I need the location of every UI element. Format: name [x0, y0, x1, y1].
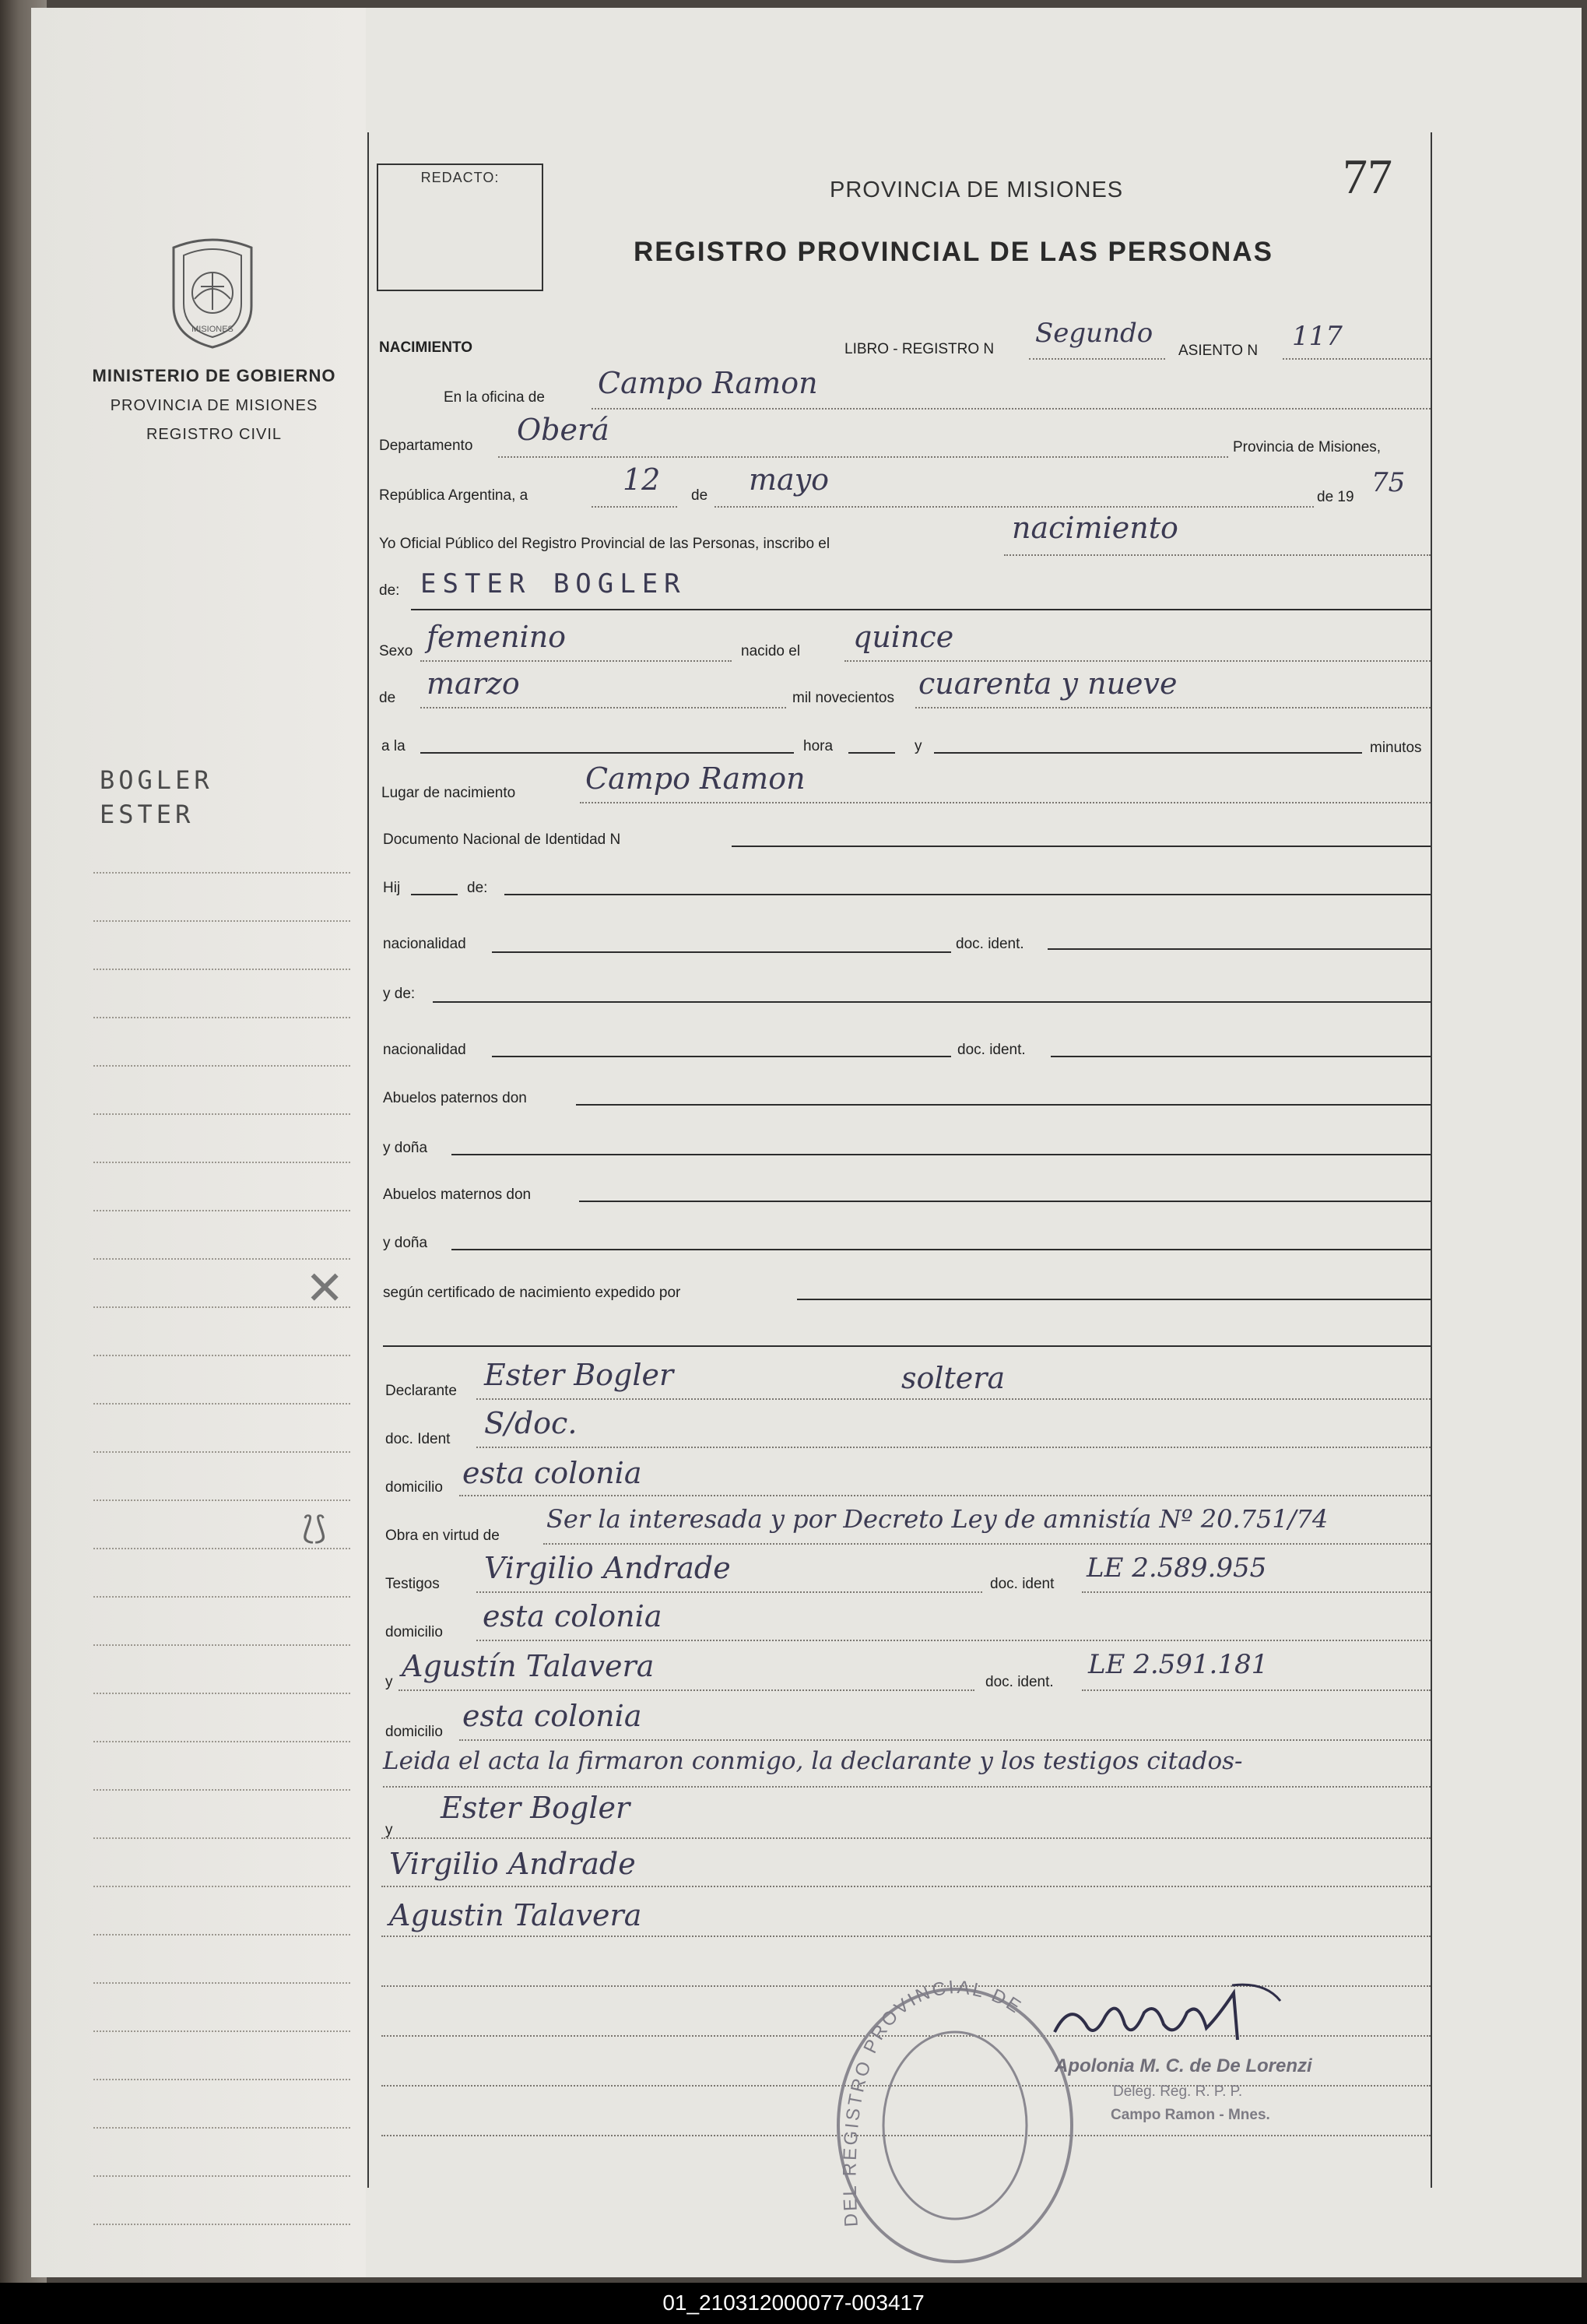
abuelos-paternos-line: [576, 1104, 1431, 1106]
abuelos-maternos-label: Abuelos maternos don: [383, 1187, 532, 1203]
republica-label: República Argentina, a: [379, 487, 528, 504]
domicilio2-value: esta colonia: [483, 1599, 662, 1633]
sig-line-3: [381, 1935, 1431, 1937]
sexo-line: [420, 660, 732, 662]
doc-ident2-line: [1051, 1056, 1431, 1057]
nacido-line: [844, 660, 1431, 662]
provincial-seal-icon: [162, 232, 263, 349]
padre-line: [504, 894, 1431, 895]
ministry-province: PROVINCIA DE MISIONES: [110, 397, 318, 414]
doc-ident3-label: doc. Ident: [385, 1431, 451, 1447]
day-value: 12: [623, 462, 661, 497]
segun-line-2: [383, 1345, 1431, 1347]
nacionalidad-line: [492, 951, 951, 953]
nacionalidad-label: nacionalidad: [383, 936, 466, 952]
lugar-line: [580, 802, 1431, 803]
departamento-label: Departamento: [379, 438, 473, 454]
domicilio3-line: [459, 1739, 1431, 1741]
form-left-border: [367, 132, 369, 2188]
y-label: y: [915, 738, 922, 754]
de-label: de: [691, 487, 708, 504]
libro-line: [1029, 358, 1165, 360]
hora-line: [848, 752, 895, 754]
testigo1-doc-line: [1082, 1591, 1431, 1593]
month-line: [715, 506, 1314, 508]
nacionalidad2-label: nacionalidad: [383, 1042, 466, 1058]
day-line: [592, 506, 677, 508]
doc-ident5-label: doc. ident.: [985, 1674, 1054, 1690]
birth-year-line: [915, 707, 1431, 708]
domicilio-value: esta colonia: [462, 1456, 642, 1490]
left-margin-rule: [93, 2079, 350, 2080]
redacto-label: REDACTO:: [420, 170, 500, 185]
y-dona2-label: y doña: [383, 1235, 428, 1251]
birth-month: marzo: [427, 666, 520, 701]
asiento-value: 117: [1292, 321, 1343, 352]
oficial-label: Yo Oficial Público del Registro Provincial de las Personas, inscribo el: [379, 536, 830, 552]
left-margin-rule: [93, 1210, 350, 1211]
testigo1-doc: LE 2.589.955: [1087, 1552, 1267, 1584]
dni-label: Documento Nacional de Identidad N: [383, 832, 621, 848]
left-margin-rule: [93, 1934, 350, 1935]
oficina-line: [592, 408, 1431, 410]
left-margin-rule: [93, 1548, 350, 1549]
month-value: mayo: [749, 462, 830, 497]
left-margin-rule: [93, 872, 350, 874]
left-margin-rule: [93, 1258, 350, 1260]
libro-value: Segundo: [1035, 318, 1153, 349]
left-margin-rule: [93, 920, 350, 922]
dni-line: [732, 846, 1431, 847]
departamento-line: [498, 456, 1228, 458]
registry-stamp: [827, 1970, 1083, 2266]
svg-text:DEL REGISTRO PROVINCIAL DE: DEL REGISTRO PROVINCIAL DE: [839, 1976, 1027, 2228]
testigo2-doc: LE 2.591.181: [1088, 1649, 1269, 1680]
nacionalidad2-line: [492, 1056, 951, 1057]
lugar-value: Campo Ramon: [585, 761, 806, 796]
left-margin-rule: [93, 2127, 350, 2129]
libro-label: LIBRO - REGISTRO N: [844, 341, 995, 357]
sig-declarante: Ester Bogler: [441, 1791, 630, 1825]
closing-line: [383, 1786, 1431, 1788]
margin-annotation: [100, 763, 213, 832]
year-value: 75: [1371, 467, 1406, 498]
doc-ident2-label: doc. ident.: [957, 1042, 1026, 1058]
obra-value: Ser la interesada y por Decreto Ley de amnistía Nº 20.751/74: [546, 1504, 1329, 1534]
official-name: Apolonia M. C. de De Lorenzi: [1055, 2055, 1312, 2076]
margin-surname: BOGLER: [100, 765, 213, 795]
testigos-label: Testigos: [385, 1576, 440, 1592]
declarante-value: Ester Bogler: [484, 1358, 674, 1392]
y-dona2-line: [451, 1249, 1431, 1250]
section-label: NACIMIENTO: [379, 339, 472, 356]
left-margin-rule: [93, 969, 350, 970]
page-number: 77: [1343, 149, 1392, 204]
oficial-value: nacimiento: [1012, 511, 1178, 545]
official-title: Deleg. Reg. R. P. P.: [1113, 2083, 1243, 2100]
person-name: ESTER BOGLER: [420, 568, 686, 599]
testigo1-name: Virgilio Andrade: [484, 1551, 731, 1585]
domicilio2-label: domicilio: [385, 1624, 443, 1640]
obra-label: Obra en virtud de: [385, 1528, 500, 1544]
ministry-block: [86, 366, 342, 444]
y3-label: y: [385, 1822, 393, 1838]
minutos-line: [934, 752, 1362, 754]
de2-label: de: [379, 690, 396, 706]
nacido-label: nacido el: [741, 643, 801, 659]
domicilio2-line: [476, 1640, 1431, 1641]
left-margin-rule: [93, 1017, 350, 1018]
left-margin-rule: [93, 2030, 350, 2032]
hora-label: hora: [803, 738, 834, 754]
left-margin-rule: [93, 1886, 350, 1887]
year-prefix: de 19: [1317, 489, 1354, 505]
redacto-box: [377, 163, 543, 291]
doc-ident3-value: S/doc.: [484, 1406, 578, 1440]
de3-label: de:: [467, 880, 488, 896]
hij-line: [411, 894, 458, 895]
birth-year-words: cuarenta y nueve: [918, 666, 1178, 701]
hij-label: Hij: [383, 880, 401, 896]
domicilio-label: domicilio: [385, 1479, 443, 1496]
file-id: 01_210312000077-003417: [662, 2291, 925, 2315]
sig-line-2: [381, 1886, 1431, 1887]
oficina-label: En la oficina de: [444, 389, 545, 406]
left-margin-rule: [93, 1355, 350, 1356]
person-name-line: [411, 609, 1431, 610]
declarante-label: Declarante: [385, 1383, 457, 1399]
birth-month-line: [420, 707, 786, 708]
y2-label: y: [385, 1674, 393, 1690]
doc-ident-line: [1048, 948, 1431, 950]
doc-ident-label: doc. ident.: [956, 936, 1024, 952]
testigo2-doc-line: [1082, 1689, 1431, 1691]
mil-label: mil novecientos: [792, 690, 894, 706]
segun-line: [797, 1299, 1431, 1300]
provincia-label: Provincia de Misiones,: [1233, 439, 1382, 455]
declarante-line: [476, 1398, 1431, 1400]
domicilio3-label: domicilio: [385, 1724, 443, 1740]
left-margin-rule: [93, 2175, 350, 2177]
ministry-title: MINISTERIO DE GOBIERNO: [92, 366, 336, 385]
left-margin-rule: [93, 1982, 350, 1984]
left-margin-rule: [93, 1451, 350, 1453]
sig-testigo2: Agustin Talavera: [389, 1898, 642, 1932]
margin-bracket-mark: ⟅⟆: [302, 1511, 327, 1545]
registry-title: REGISTRO PROVINCIAL DE LAS PERSONAS: [634, 237, 1273, 267]
left-margin-rule: [93, 1789, 350, 1791]
doc-ident4-label: doc. ident: [990, 1576, 1055, 1592]
ministry-registry: REGISTRO CIVIL: [146, 426, 283, 443]
left-margin-rule: [93, 1693, 350, 1694]
province-title: PROVINCIA DE MISIONES: [830, 178, 1124, 202]
lugar-label: Lugar de nacimiento: [381, 785, 516, 801]
margin-x-mark: ✕: [305, 1261, 345, 1316]
asiento-line: [1283, 358, 1431, 360]
a-la-label: a la: [381, 738, 406, 754]
footer-bar: [0, 2283, 1587, 2324]
left-margin-rule: [93, 1644, 350, 1646]
a-la-line: [420, 752, 794, 754]
segun-label: según certificado de nacimiento expedido por: [383, 1285, 681, 1301]
asiento-label: ASIENTO N: [1178, 343, 1259, 359]
testigo2-line: [399, 1689, 974, 1691]
sig-testigo1: Virgilio Andrade: [389, 1847, 636, 1881]
closing-text: Leida el acta la firmaron conmigo, la declarante y los testigos citados-: [383, 1747, 1243, 1775]
left-margin-rule: [93, 1403, 350, 1405]
left-margin-rule: [93, 1500, 350, 1501]
oficial-line: [1004, 554, 1431, 556]
testigo1-line: [476, 1591, 982, 1593]
left-margin-rule: [93, 1837, 350, 1839]
obra-line: [543, 1543, 1431, 1545]
y-de-label: y de:: [383, 986, 416, 1002]
domicilio-line: [459, 1495, 1431, 1496]
left-margin-rule: [93, 1162, 350, 1163]
svg-text:MISIONES: MISIONES: [191, 325, 233, 334]
madre-line: [433, 1001, 1431, 1003]
margin-given-name: ESTER: [100, 800, 195, 829]
left-margin-rule: [93, 2224, 350, 2225]
form-right-border: [1431, 132, 1432, 2188]
official-signature: [1047, 1970, 1304, 2055]
doc-ident3-line: [476, 1447, 1431, 1448]
domicilio3-value: esta colonia: [462, 1699, 642, 1733]
left-margin-rule: [93, 1113, 350, 1115]
sig-line-1: [381, 1837, 1431, 1839]
testigo2-name: Agustín Talavera: [402, 1649, 655, 1683]
declarante-estado: soltera: [901, 1361, 1006, 1395]
sexo-value: femenino: [427, 620, 567, 654]
left-margin-rule: [93, 1065, 350, 1067]
departamento-value: Oberá: [517, 413, 609, 447]
nacido-value: quince: [853, 620, 954, 654]
abuelos-paternos-label: Abuelos paternos don: [383, 1090, 527, 1106]
y-dona-label: y doña: [383, 1140, 428, 1156]
left-margin-rule: [93, 1741, 350, 1742]
official-place: Campo Ramon - Mnes.: [1111, 2107, 1270, 2123]
sexo-label: Sexo: [379, 643, 413, 659]
abuelos-maternos-line: [579, 1201, 1431, 1202]
minutos-label: minutos: [1370, 740, 1422, 756]
de-name-label: de:: [379, 582, 400, 599]
y-dona-line: [451, 1154, 1431, 1155]
oficina-value: Campo Ramon: [598, 366, 818, 400]
left-margin-rule: [93, 1596, 350, 1598]
